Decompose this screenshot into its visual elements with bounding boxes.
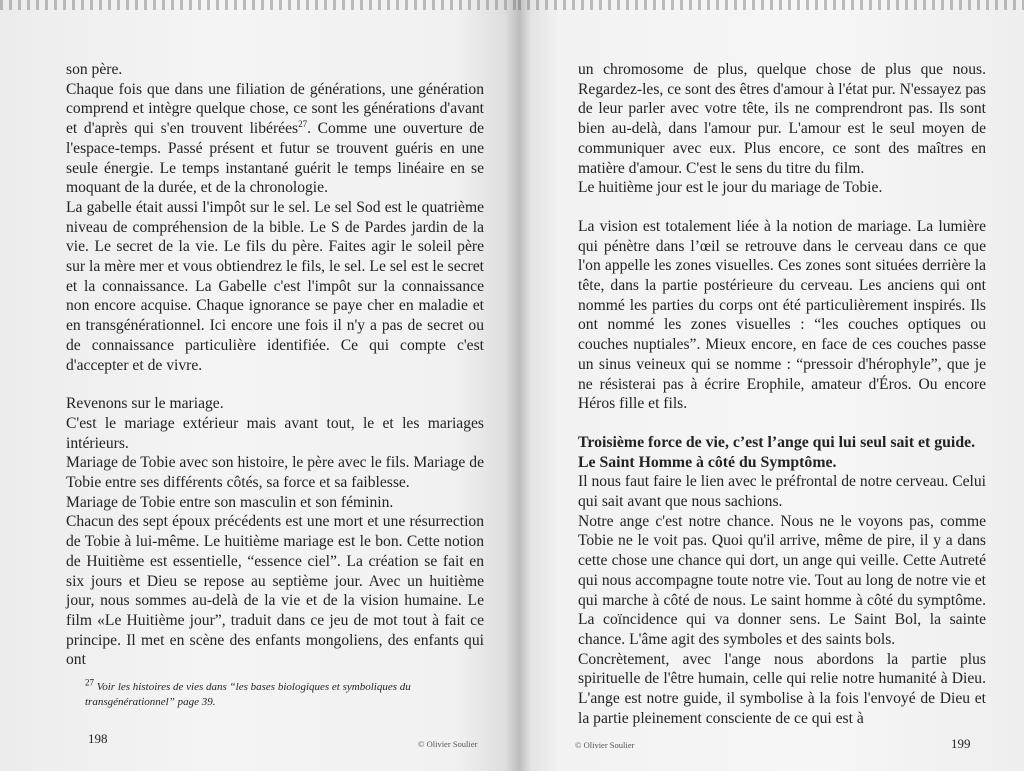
paragraph: La vision est totalement liée à la notion de mariage. La lumière qui pénètre dans l’œil se retrouve dans le cerveau dans ce que l'on appelle les zones visuelles. Ces zones sont situées derrière la tête, dans la partie postérieure du cerveau. Les anciens qui ont nommé les parties du corps ont été particulièrement inspirés. Ils ont nommé les zones visuelles : “les couches optiques ou couches nuptiales”. Mieux encore, en face de ces couches passe un sinus veineux qui se nomme : “pressoir d'hérophyle”, que je ne résisterai pas à écrire Erophile, amateur d'Éros. Ou encore Héros fille et fils. xyxy=(578,217,986,413)
paragraph: Le huitième jour est le jour du mariage de Tobie. xyxy=(578,179,883,197)
book-gutter-shadow xyxy=(505,0,531,771)
paragraph: Chaque fois que dans une filiation de générations, une génération comprend et intègre quelque chose, ce sont les générations d'avant et d'après qui s'en trouvent libérées$^{27}$. Comme une ouverture de l'espace-temps. Passé présent et futur se trouvent guéris en une seule énergie. Le temps instantané guérit le temps linéaire en se moquant de la durée, et de la chronologie. xyxy=(66,80,485,197)
paragraph: C'est le mariage extérieur mais avant tout, le et les mariages intérieurs. xyxy=(66,414,484,452)
paragraph: Il nous faut faire le lien avec le préfrontal de notre cerveau. Celui qui sait avant que nous sachions. xyxy=(578,473,986,511)
page-number: 199 xyxy=(951,736,971,751)
section-subheading: Le Saint Homme à côté du Symptôme. xyxy=(578,453,837,471)
footnote xyxy=(85,677,465,710)
right-page xyxy=(518,0,1024,771)
binding-spiral xyxy=(518,0,1024,10)
footnote-reference: 27 xyxy=(298,118,308,129)
paragraph: Concrètement, avec l'ange nous abordons la partie plus spirituelle de l'être humain, celle qui relie notre humanité à Dieu. L'ange est notre guide, il symbolise à la fois l'envoyé de Dieu et la partie pleinement consciente de ce qui est à xyxy=(578,650,986,727)
paragraph-text: Comme une ouverture de l'espace-temps. Passé présent et futur se trouvent guéris en une seule énergie. Le temps instantané guérit le temps linéaire en se moquant de la durée, et de la chronologie. xyxy=(66,120,485,197)
author-credit: © Olivier Soulier xyxy=(418,739,478,749)
paragraph: son père. xyxy=(66,61,123,78)
left-text-column xyxy=(66,60,484,670)
paragraph: Revenons sur le mariage. xyxy=(66,395,224,413)
footnote-marker: 27 xyxy=(85,677,94,688)
paragraph: Notre ange c'est notre chance. Nous ne le voyons pas, comme Tobie ne le voit pas. Quoi qu'il arrive, même de pire, il y a dans cette chose une chance qui dort, un ange qui veille. Cette Autreté qui nous accompagne toute notre vie. Tout au long de notre vie et qui marche à côté de nous. Le saint homme à côté du symptôme. La coïncidence qui va donner sens. Le Saint Bol, la sainte chance. L'âme agit des symboles et des saints bols. xyxy=(578,512,986,648)
paragraph: Chacun des sept époux précédents est une mort et une résurrection de Tobie à lui-même. Le huitième mariage est le bon. Cette notion de Huitième est essentielle, “essence ciel”. La création se fait en six jours et Dieu se repose au septième jour. Avec un huitième jour, nous sommes au-delà de la vie et de la vision humaine. Le film «Le Huitième jour”, traduit dans ce jeu de mot tout à fait ce principe. Il met en scène des enfants mongoliens, des enfants qui ont xyxy=(66,513,484,669)
paragraph: Mariage de Tobie entre son masculin et son féminin. xyxy=(66,493,394,511)
right-text-column xyxy=(578,60,986,729)
author-credit: © Olivier Soulier xyxy=(575,740,635,750)
footnote-text: Voir les histoires de vies dans “les bases biologiques et symboliques du transgénérationnel” page 39. xyxy=(85,681,411,708)
paragraph: un chromosome de plus, quelque chose de plus que nous. Regardez-les, ce sont des êtres d'amour à l'état pur. N'essayez pas de leur parler avec votre tête, ils ne comprendront pas. Ils sont bien au-delà, dans l'amour pur. L'amour est le seul moyen de communiquer avec eux. Plus encore, ce sont des maîtres en matière d'amour. C'est le sens du titre du film. xyxy=(578,61,986,177)
binding-spiral xyxy=(0,0,518,10)
paragraph: Mariage de Tobie avec son histoire, le père avec le fils. Mariage de Tobie entre ses différents côtés, sa force et sa faiblesse. xyxy=(66,454,484,492)
section-heading: Troisième force de vie, c’est l’ange qui lui seul sait et guide. xyxy=(578,433,976,451)
paragraph: La gabelle était aussi l'impôt sur le sel. Le sel Sod est le quatrième niveau de compréhension de la bible. Le S de Pardes jardin de la vie. Le secret de la vie. Le fils du père. Faites agir le soleil père sur la mère mer et vous obtiendrez le fils, le sel. Le sel est le secret et la connaissance. La Gabelle c'est l'impôt sur la connaissance non encore acquise. Chaque ignorance se paye cher en maladie et en transgénérationnel. Ici encore une fois il n'y a pas de secret ou de connaissance particulière identifiée. Ce qui compte c'est d'accepter et de vivre. xyxy=(66,198,484,374)
paragraph-text: Chaque fois que dans une filiation de générations, une génération comprend et intègre quelque chose, ce sont les générations d'avant et d'après qui s'en trouvent libérées xyxy=(66,80,484,138)
page-number: 198 xyxy=(88,731,108,746)
